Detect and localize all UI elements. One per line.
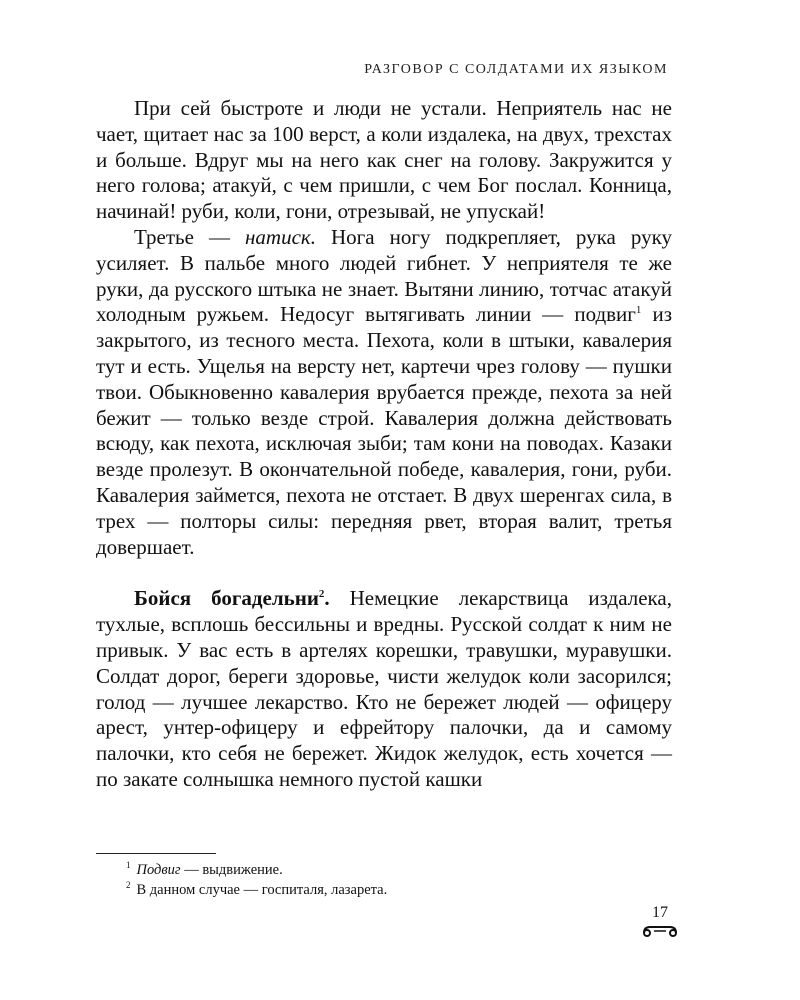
footnote-ref-1: 1 (635, 304, 642, 317)
footnote-text: В данном случае — госпиталя, лазарета. (136, 882, 388, 898)
p2-start: Третье — (134, 224, 245, 249)
footnote-divider (96, 853, 216, 854)
footnote-1 (126, 860, 666, 880)
footnote-term: Подвиг (136, 862, 181, 878)
p2-italic-term: натиск. (244, 224, 316, 249)
p2-end: из закрытого, из тесного места. Пехота, коли в штыки, кавалерия тут и есть. Ущелья на версту нет, картечи чрез голову — пушки твои. Обыкновенно кавалерия врубается прежде, пехота за ней бежит — только везде строй. Кавалерия должна действовать всюду, как пехота, исключая зыби; там кони на поводах. Казаки везде пролезут. В окончательной победе, кавалерия, гони, руби. Кавалерия займется, пехота не отстает. В двух шеренгах сила, в трех — полторы силы: передняя рвет, вторая валит, третья довершает. (96, 302, 672, 559)
main-text (96, 96, 672, 793)
scroll-ornament-icon (640, 922, 680, 938)
running-head: РАЗГОВОР С СОЛДАТАМИ ИХ ЯЗЫКОМ (364, 62, 668, 77)
footnote-mark: 1 (126, 860, 131, 871)
footnote-ref-2: 2 (318, 588, 325, 601)
footnote-mark: 2 (126, 880, 131, 891)
p2-middle: Нога ногу подкрепляет, рука руку усиляет. В пальбе много людей гибнет. У неприятеля те же руки, да русского штыка не знает. Вытяни линию, тотчас атакуй холодным ружьем. Недосуг вытягивать линии — подвиг (96, 224, 672, 327)
paragraph-2 (96, 225, 672, 560)
section-heading: Бойся богадельни$^2$. (134, 586, 330, 611)
paragraph-1: При сей быстроте и люди не устали. Неприятель нас не чает, щитает нас за 100 верст, а коли издалека, на двух, трехстах и больше. Вдруг мы на него как снег на голову. Закружится у него голова; атакуй, с чем пришли, с чем Бог послал. Конница, начинай! руби, коли, гони, отрезывай, не упускай! (96, 96, 672, 224)
p3-text: Немецкие лекарствица издалека, тухлые, всплошь бессильны и вредны. Русской солдат к ним не привык. У вас есть в артелях корешки, травушки, муравушки. Солдат дорог, береги здоровье, чисти желудок коли засорился; голод — лучшее лекарство. Кто не бережет людей — офицеру арест, унтер-офицеру и ефрейтору палочки, да и самому палочки, кто себя не бережет. Жидок желудок, есть хочется — по закате солнышка немного пустой кашки (96, 586, 672, 791)
footnote-2 (126, 880, 666, 900)
footnote-text: — выдвижение. (180, 862, 283, 878)
paragraph-3 (96, 586, 672, 792)
footnotes (126, 860, 666, 900)
page-number: 17 (652, 904, 668, 921)
